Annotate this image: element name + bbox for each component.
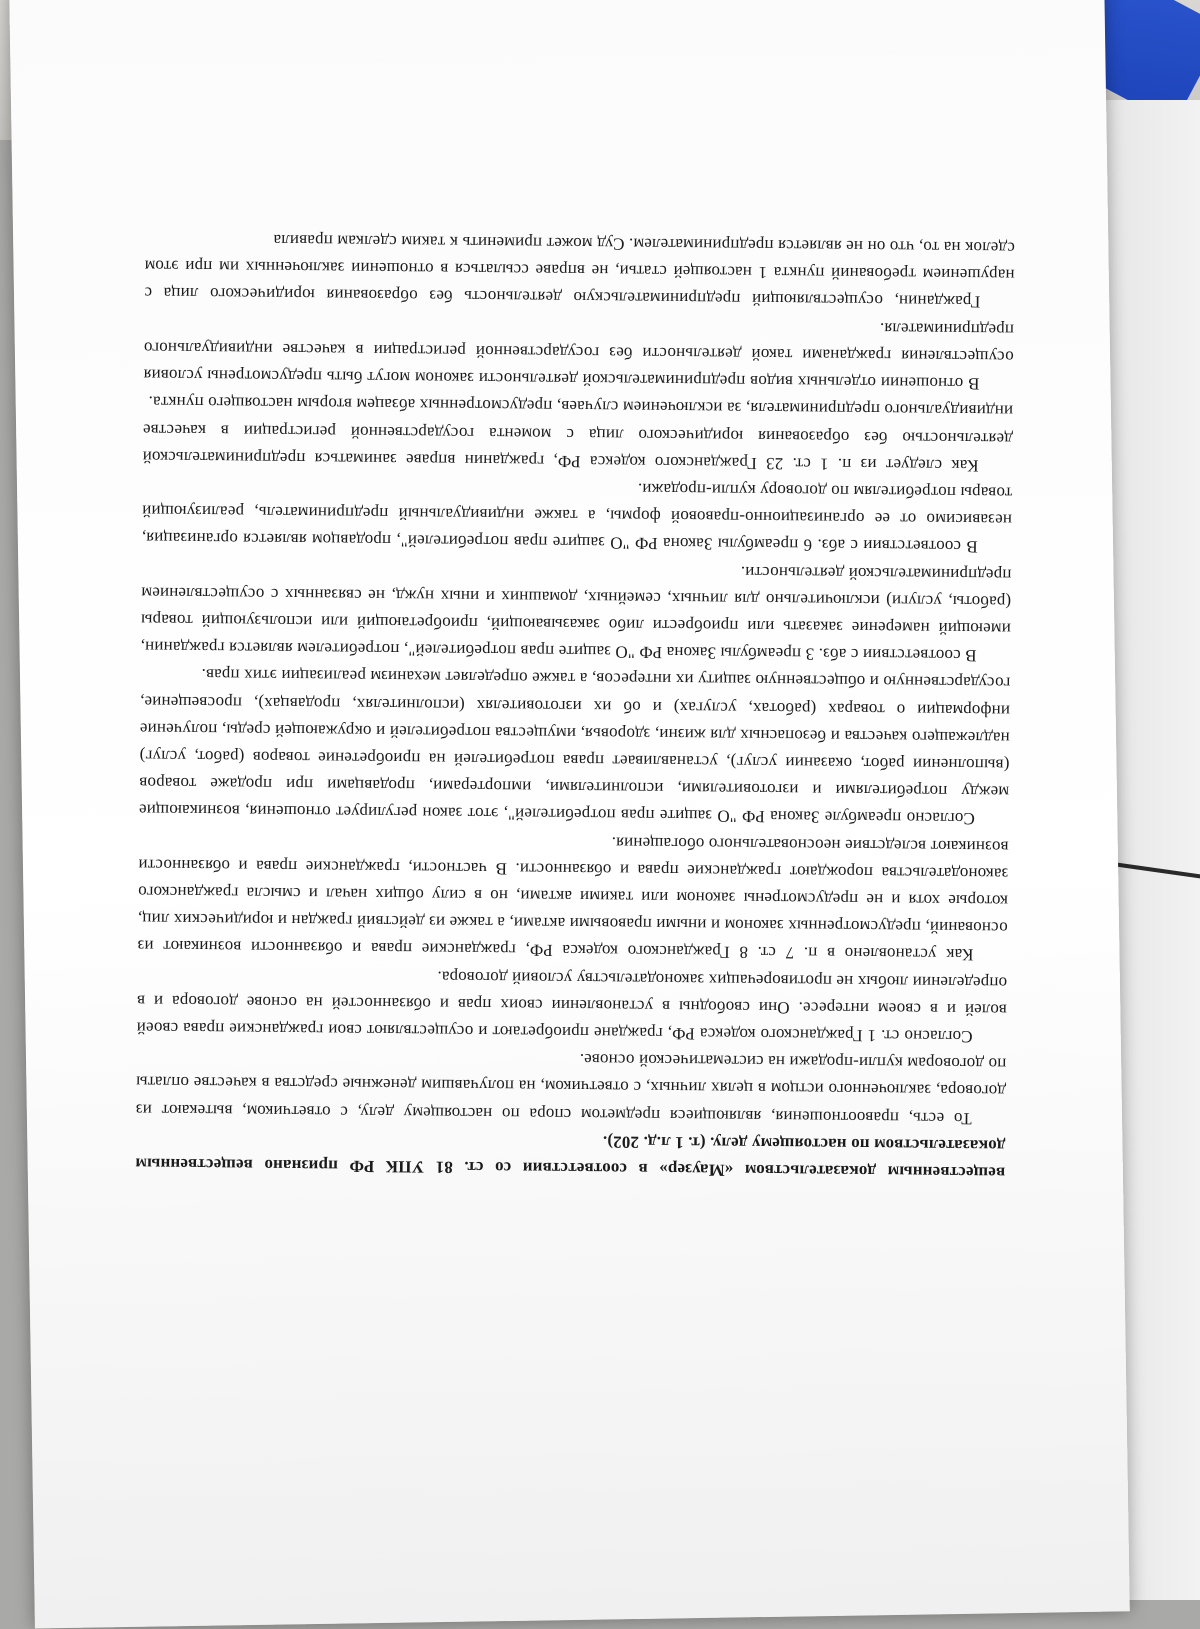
paragraph: Гражданин, осуществляющий предпринимательскую деятельность без образования юридического лица с нарушением требований пункта 1 настоящей статьи, не вправе ссылаться в отношении заключенных им при этом сделок на то, что он не является предпринимателем. Суд может применить к таким сделкам правила	[144, 231, 1015, 312]
document-text	[135, 225, 1015, 1186]
paragraph: В соответствии с абз. 6 преамбулы Закона РФ "О защите прав потребителей", продавцом является организация, независимо от ее организационно-правовой формы, а также индивидуальный предприниматель, реализующий товары потребителям по договору купли-продажи.	[141, 479, 1013, 557]
paragraph-heading: вещественным доказательством «Маузер» в соответствии со ст. 81 УПК РФ признано вещественным доказательством по настоящему делу. (т. 1 л.д. 202).	[135, 1132, 1006, 1183]
paragraph: Как установлено в п. 7 ст. 8 Гражданского кодекса РФ, гражданские права и обязанности возникают из оснований, предусмотренных законом и иными правовыми актами, а также из действий граждан и юридических лиц, которые хотя и не предусмотрены законом или такими актами, но в силу общих начал и смысла гражданского законодательства порождают гражданские права и обязанности. В частности, гражданские права и обязанности возникают вследствие неосновательного обогащения.	[137, 833, 1009, 965]
paragraph: В соответствии с абз. 3 преамбулы Закона РФ "О защите прав потребителей", потребителем является гражданин, имеющий намерение заказать или приобрести либо заказывающий, приобретающий или использующий товары (работы, услуги) исключительно для личных, семейных, домашних и иных нужд, не связанных с осуществлением предпринимательской деятельности.	[140, 562, 1012, 666]
paragraph: То есть, правоотношения, являющиеся предметом спора по настоящему делу, с ответчиком, вытекают из договора, заключенного истцом в целях личных, с ответчиком, на получавшим денежные средства в качестве оплаты по договорам купли-продажи на систематической основе.	[135, 1050, 1007, 1128]
paragraph: Как следует из п. 1 ст. 23 Гражданского кодекса РФ, гражданин вправе заниматься предпринимательской деятельностью без образования юридического лица с момента государственной регистрации в качестве индивидуального предпринимателя, за исключением случаев, предусмотренных абзацем вторым настоящего пункта.	[142, 392, 1014, 476]
paragraph: Согласно преамбуле Закона РФ "О защите прав потребителей", этот закон регулирует отношения, возникающие между потребителями и изготовителями, исполнителями, импортерами, продавцами при продаже товаров (выполнении работ, оказании услуг), устанавливает права потребителей на приобретение товаров (работ, услуг) надлежащего качества и безопасных для жизни, здоровья, имущества потребителей и окружающей среды, получение информации о товарах (работах, услугах) и об их изготовителях (исполнителях, продавцах), просвещение, государственную и общественную защиту их интересов, а также определяет механизм реализации этих прав.	[138, 665, 1011, 829]
paragraph: В отношении отдельных видов предпринимательской деятельности законом могут быть предусмотрены условия осуществления гражданами такой деятельности без государственной регистрации в качестве индивидуального предпринимателя.	[143, 318, 1015, 394]
paragraph: Согласно ст. 1 Гражданского кодекса РФ, граждане приобретают и осуществляют свои гражданские права своей волей и в своем интересе. Они свободны в установлении своих прав и обязанностей на основе договора и в определении любых не противоречащих законодательству условий договора.	[136, 967, 1008, 1047]
